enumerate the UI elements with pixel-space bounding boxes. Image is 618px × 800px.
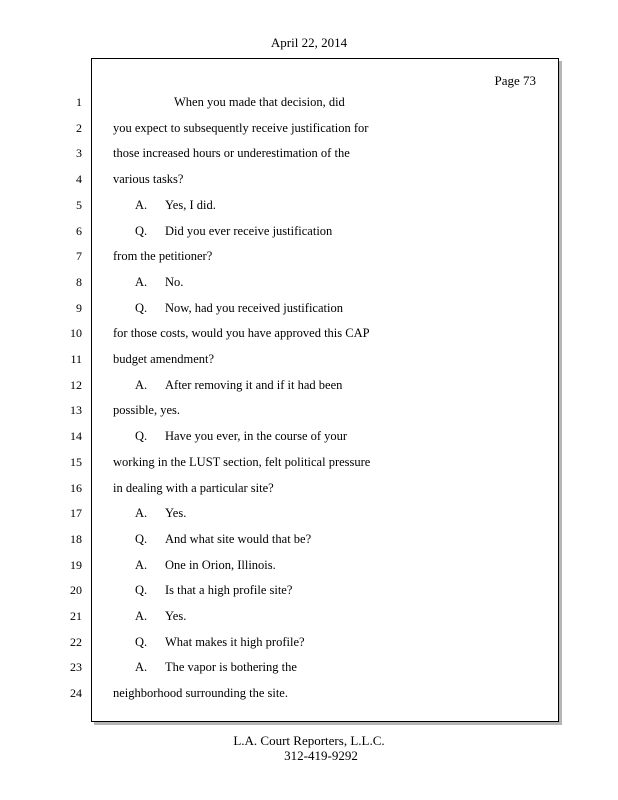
line-text: you expect to subsequently receive justification for bbox=[113, 121, 369, 135]
line-number: 24 bbox=[70, 686, 82, 700]
transcript-line bbox=[135, 198, 216, 213]
line-number: 18 bbox=[70, 532, 82, 546]
answer-marker: A. bbox=[135, 609, 148, 623]
transcript-line bbox=[135, 429, 347, 444]
transcript-line bbox=[135, 275, 183, 290]
transcript-line bbox=[113, 172, 183, 187]
answer-marker: A. bbox=[135, 506, 148, 520]
line-number: 13 bbox=[70, 403, 82, 417]
line-text: Have you ever, in the course of your bbox=[165, 429, 348, 443]
transcript-date: April 22, 2014 bbox=[270, 35, 348, 50]
line-number: 22 bbox=[70, 635, 82, 649]
line-number: 9 bbox=[76, 301, 82, 315]
transcript-line bbox=[135, 224, 332, 239]
answer-marker: A. bbox=[135, 660, 148, 674]
line-text: possible, yes. bbox=[113, 403, 181, 417]
transcript-line bbox=[135, 301, 343, 316]
line-text: Now, had you received justification bbox=[165, 301, 343, 315]
line-number: 17 bbox=[70, 506, 82, 520]
transcript-line bbox=[113, 686, 288, 701]
line-number: 2 bbox=[76, 121, 82, 135]
line-number: 20 bbox=[70, 583, 82, 597]
line-number: 1 bbox=[76, 95, 82, 109]
transcript-line bbox=[113, 326, 370, 341]
transcript-line bbox=[135, 583, 292, 598]
line-number: 23 bbox=[70, 660, 82, 674]
line-text: working in the LUST section, felt political pressure bbox=[113, 455, 371, 469]
line-text: Yes, I did. bbox=[165, 198, 216, 212]
line-text: neighborhood surrounding the site. bbox=[113, 686, 288, 700]
line-text: various tasks? bbox=[113, 172, 184, 186]
line-number: 4 bbox=[76, 172, 82, 186]
question-marker: Q. bbox=[135, 224, 148, 238]
line-text: Is that a high profile site? bbox=[165, 583, 293, 597]
question-marker: Q. bbox=[135, 429, 148, 443]
footer bbox=[0, 733, 618, 763]
line-text: from the petitioner? bbox=[113, 249, 213, 263]
line-number: 11 bbox=[70, 352, 82, 366]
transcript-line bbox=[113, 481, 274, 496]
line-text: budget amendment? bbox=[113, 352, 215, 366]
line-number: 16 bbox=[70, 481, 82, 495]
line-number: 5 bbox=[76, 198, 82, 212]
line-number: 21 bbox=[70, 609, 82, 623]
transcript-line bbox=[135, 660, 297, 675]
line-text: Yes. bbox=[165, 506, 187, 520]
line-number: 14 bbox=[70, 429, 82, 443]
reporter-phone: 312-419-9292 bbox=[284, 748, 358, 763]
transcript-line bbox=[135, 378, 342, 393]
line-text: Did you ever receive justification bbox=[165, 224, 333, 238]
transcript-line bbox=[174, 95, 345, 110]
question-marker: Q. bbox=[135, 532, 148, 546]
line-text: in dealing with a particular site? bbox=[113, 481, 274, 495]
transcript-line bbox=[135, 506, 186, 521]
transcript-line bbox=[135, 532, 311, 547]
line-number: 7 bbox=[76, 249, 82, 263]
transcript-line bbox=[113, 352, 214, 367]
answer-marker: A. bbox=[135, 558, 148, 572]
reporter-company: L.A. Court Reporters, L.L.C. bbox=[233, 733, 385, 748]
line-text: Yes. bbox=[165, 609, 187, 623]
answer-marker: A. bbox=[135, 275, 148, 289]
line-number: 19 bbox=[70, 558, 82, 572]
line-text: those increased hours or underestimation of the bbox=[113, 146, 350, 160]
transcript-line bbox=[113, 121, 368, 136]
line-text: for those costs, would you have approved this CAP bbox=[113, 326, 370, 340]
line-text: The vapor is bothering the bbox=[165, 660, 297, 674]
line-text: After removing it and if it had been bbox=[165, 378, 343, 392]
line-text: What makes it high profile? bbox=[165, 635, 305, 649]
transcript-line bbox=[113, 249, 212, 264]
line-number: 6 bbox=[76, 224, 82, 238]
line-number: 8 bbox=[76, 275, 82, 289]
line-text: One in Orion, Illinois. bbox=[165, 558, 276, 572]
transcript-line bbox=[135, 609, 186, 624]
answer-marker: A. bbox=[135, 378, 148, 392]
transcript-line bbox=[135, 558, 276, 573]
line-number: 15 bbox=[70, 455, 82, 469]
transcript-line bbox=[113, 455, 370, 470]
question-marker: Q. bbox=[135, 301, 148, 315]
transcript-line bbox=[113, 146, 350, 161]
line-text: No. bbox=[165, 275, 184, 289]
transcript-line bbox=[135, 635, 305, 650]
page-number: Page 73 bbox=[494, 73, 536, 88]
line-number: 12 bbox=[70, 378, 82, 392]
transcript-line bbox=[113, 403, 180, 418]
answer-marker: A. bbox=[135, 198, 148, 212]
question-marker: Q. bbox=[135, 583, 148, 597]
line-text: When you made that decision, did bbox=[174, 95, 345, 109]
line-number: 10 bbox=[70, 326, 82, 340]
question-marker: Q. bbox=[135, 635, 148, 649]
line-text: And what site would that be? bbox=[165, 532, 312, 546]
line-number: 3 bbox=[76, 146, 82, 160]
